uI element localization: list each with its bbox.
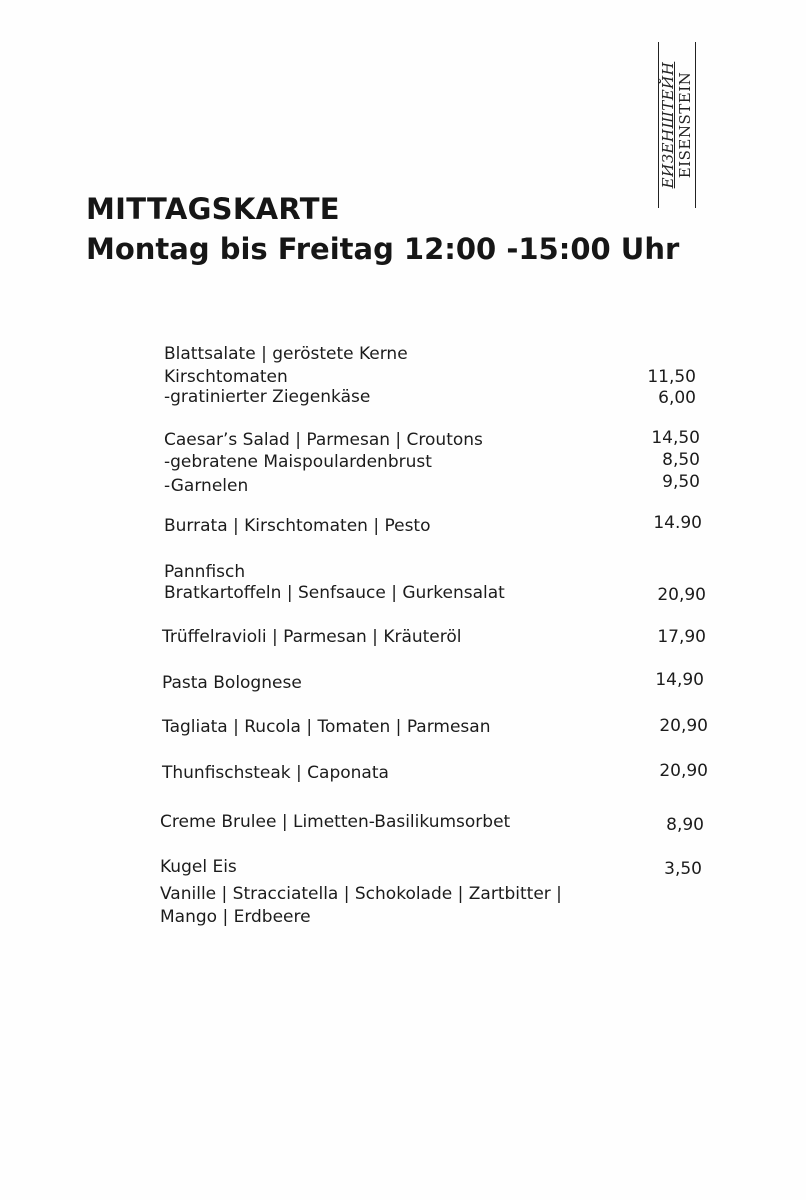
- logo-cyrillic: ЕИЗЕНШТЕЙН: [659, 61, 677, 189]
- menu-item-name: Caesar’s Salad | Parmesan | Croutons: [164, 430, 483, 450]
- menu-item-name: -Garnelen: [164, 476, 249, 496]
- menu-item-name: Kirschtomaten: [164, 367, 288, 387]
- menu-item-name: Blattsalate | geröstete Kerne: [164, 344, 408, 364]
- menu-item-name: Pannfisch: [164, 562, 246, 582]
- menu-item-price: 11,50: [647, 367, 696, 387]
- menu-item-price: 20,90: [659, 761, 708, 781]
- menu-item-name: -gebratene Maispoulardenbrust: [164, 452, 432, 472]
- menu-item-price: 20,90: [659, 716, 708, 736]
- menu-item-price: 20,90: [657, 585, 706, 605]
- menu-item-price: 3,50: [664, 859, 702, 879]
- logo-latin: EISENSTEIN: [676, 71, 694, 179]
- opening-hours: Montag bis Freitag 12:00 -15:00 Uhr: [86, 232, 680, 266]
- menu-item-price: 8,50: [662, 450, 700, 470]
- menu-item-name: Vanille | Stracciatella | Schokolade | Zartbitter |: [160, 884, 562, 904]
- menu-item-name: Bratkartoffeln | Senfsauce | Gurkensalat: [164, 583, 505, 603]
- menu-item-price: 9,50: [662, 472, 700, 492]
- menu-item-name: Creme Brulee | Limetten-Basilikumsorbet: [160, 812, 511, 832]
- menu-item-name: Tagliata | Rucola | Tomaten | Parmesan: [162, 717, 491, 737]
- menu-item-price: 14,90: [655, 670, 704, 690]
- menu-item-price: 6,00: [658, 388, 696, 408]
- page-title: MITTAGSKARTE: [86, 192, 340, 226]
- menu-item-name: Burrata | Kirschtomaten | Pesto: [164, 516, 431, 536]
- menu-item-price: 14,50: [651, 428, 700, 448]
- menu-item-name: Trüffelravioli | Parmesan | Kräuteröl: [162, 627, 462, 647]
- menu-item-name: Kugel Eis: [160, 857, 237, 877]
- menu-item-name: -gratinierter Ziegenkäse: [164, 387, 371, 407]
- menu-item-name: Pasta Bolognese: [162, 673, 302, 693]
- menu-item-name: Thunfischsteak | Caponata: [162, 763, 389, 783]
- menu-item-price: 14.90: [653, 513, 702, 533]
- menu-item-name: Mango | Erdbeere: [160, 907, 311, 927]
- menu-item-price: 8,90: [666, 815, 704, 835]
- menu-item-price: 17,90: [657, 627, 706, 647]
- eisenstein-logo: [658, 42, 696, 208]
- logo-text: [658, 42, 696, 208]
